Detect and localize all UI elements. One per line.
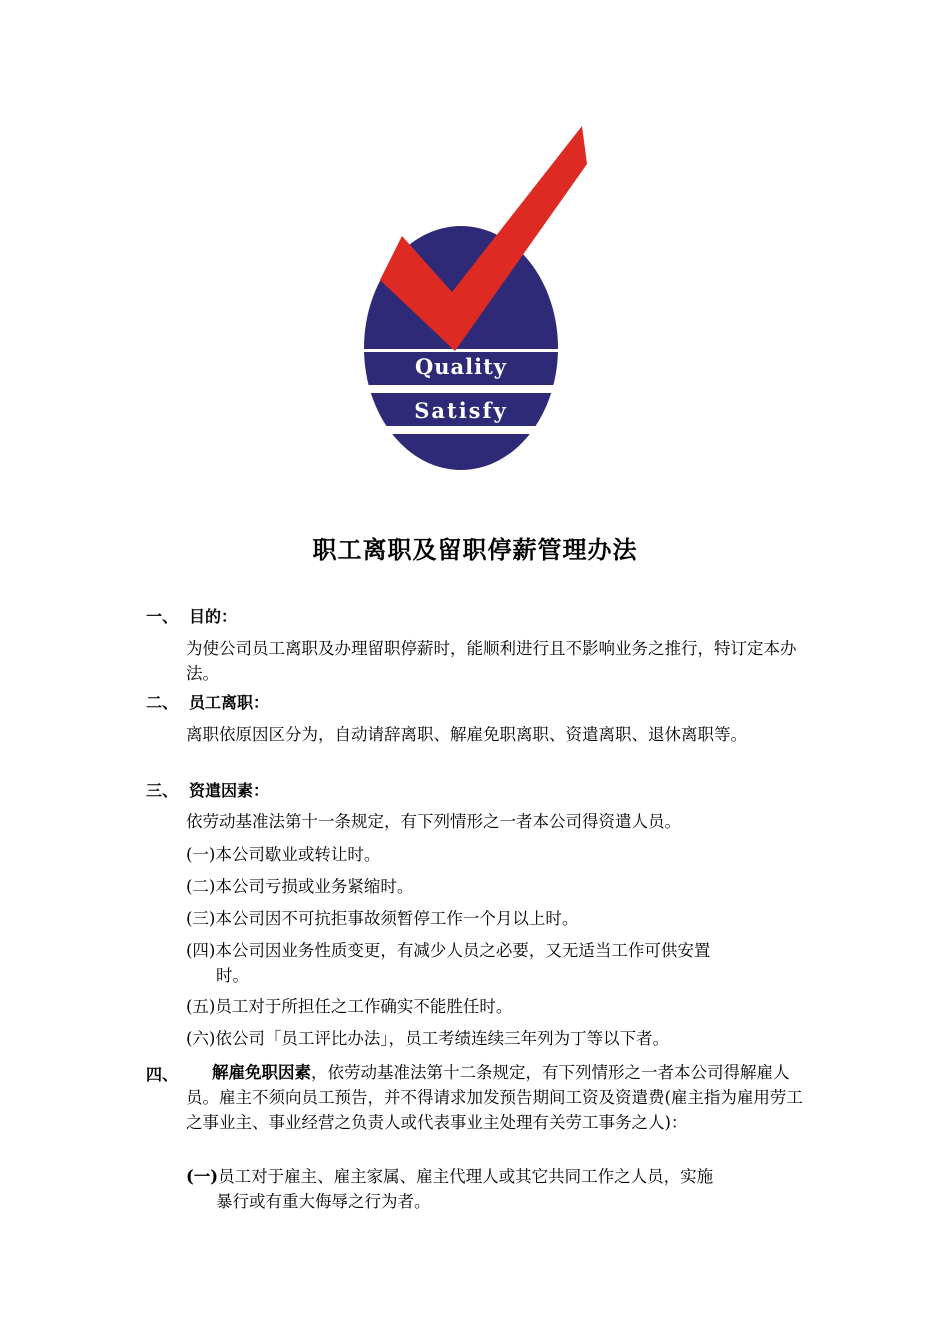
logo-text-satisfy: Satisfy	[414, 398, 508, 423]
list-item	[186, 906, 808, 931]
list-item-text: 本公司歇业或转让时。	[215, 845, 381, 864]
section-2-number: 二、	[146, 693, 179, 712]
section-4-body	[186, 1060, 808, 1135]
list-item	[186, 874, 808, 899]
list-item-text: 员工对于所担任之工作确实不能胜任时。	[215, 997, 513, 1016]
list-item-label: (二)	[186, 877, 216, 896]
section-4-number: 四、	[146, 1065, 179, 1084]
section-1-number: 一、	[146, 607, 179, 626]
list-item	[186, 938, 808, 988]
list-item-text: 本公司因业务性质变更，有减少人员之必要，又无适当工作可供安置	[215, 941, 711, 960]
list-item-text: 依公司「员工评比办法」，员工考绩连续三年列为丁等以下者。	[215, 1029, 670, 1048]
quality-satisfy-logo	[360, 122, 590, 472]
list-item-label: (六)	[186, 1029, 216, 1048]
list-item	[186, 1026, 808, 1051]
logo-oval-bottom	[360, 434, 570, 472]
section-1-title: 目的：	[189, 607, 238, 626]
list-item-continuation: 暴行或有重大侮辱之行为者。	[216, 1192, 431, 1211]
list-item-label: (三)	[186, 909, 216, 928]
list-item	[186, 1164, 808, 1214]
list-item-text: 员工对于雇主、雇主家属、雇主代理人或其它共同工作之人员，实施	[218, 1167, 714, 1186]
section-4-title: 解雇免职因素	[212, 1063, 311, 1082]
list-item-continuation: 时。	[216, 966, 249, 985]
list-item	[186, 994, 808, 1019]
list-item-text: 本公司亏损或业务紧缩时。	[215, 877, 414, 896]
section-4-text: ，依劳动基准法第十二条规定，有下列情形之一者本公司得解雇人员。雇主不须向员工预告，并不得请求加发预告期间工资及资遣费(雇主指为雇用劳工之事业主、事业经营之负责人或代表事业主处理有关劳工事务之人)：	[186, 1063, 803, 1132]
section-3-body: 依劳动基准法第十一条规定，有下列情形之一者本公司得资遣人员。	[186, 812, 681, 831]
list-item-label: (一)	[186, 845, 216, 864]
list-item-label: (五)	[186, 997, 216, 1016]
list-item-text: 本公司因不可抗拒事故须暂停工作一个月以上时。	[215, 909, 579, 928]
logo-text-quality: Quality	[414, 354, 508, 379]
list-item-label: (一)	[186, 1167, 219, 1186]
section-3-number: 三、	[146, 781, 179, 800]
section-1-body: 为使公司员工离职及办理留职停薪时，能顺利进行且不影响业务之推行，特订定本办法。	[186, 639, 797, 683]
list-item	[186, 842, 808, 867]
list-item-label: (四)	[186, 941, 216, 960]
section-2-title: 员工离职：	[189, 693, 270, 712]
section-2-body: 离职依原因区分为，自动请辞离职、解雇免职离职、资遣离职、退休离职等。	[186, 725, 747, 744]
section-3-title: 资遣因素：	[189, 781, 270, 800]
document-title: 职工离职及留职停薪管理办法	[312, 536, 638, 564]
